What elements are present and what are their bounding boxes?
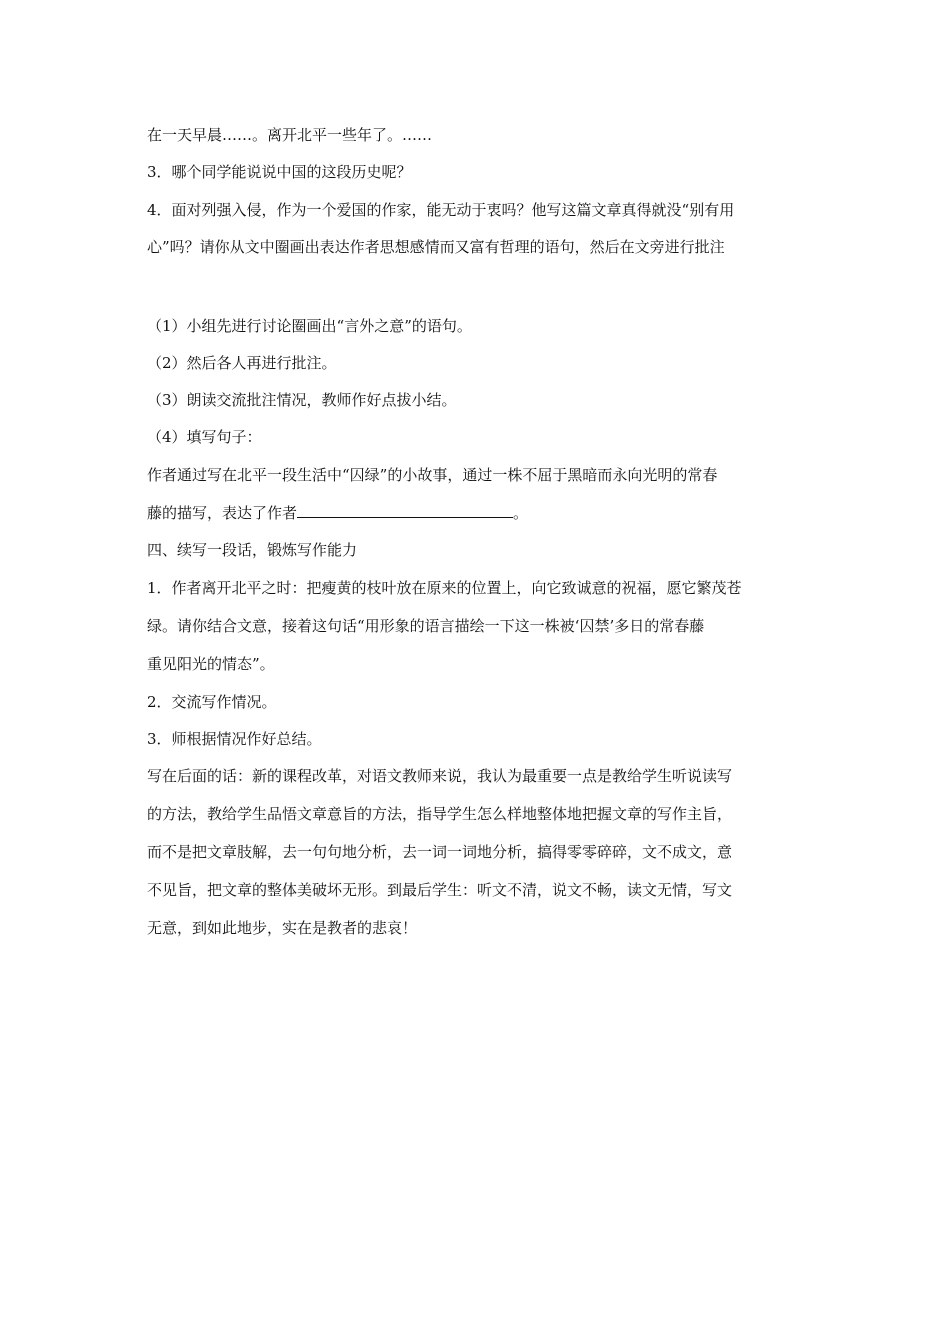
step-4: （4）填写句子： <box>147 428 262 446</box>
text-line: 在一天早晨……。离开北平一些年了。…… <box>147 126 433 144</box>
fill-sentence-blank-line <box>147 503 817 523</box>
step-3: （3）朗读交流批注情况，教师作好点拔小结。 <box>147 391 457 409</box>
afterword-line: 写在后面的话：新的课程改革，对语文教师来说，我认为最重要一点是教给学生听说读写 <box>147 767 733 785</box>
question-4-continued: 心”吗？请你从文中圈画出表达作者思想感情而又富有哲理的语句，然后在文旁进行批注 <box>147 238 725 256</box>
afterword-line: 的方法，教给学生品悟文章意旨的方法，指导学生怎么样地整体地把握文章的写作主旨， <box>147 805 733 823</box>
item-2: 2．交流写作情况。 <box>147 693 277 711</box>
item-3: 3．师根据情况作好总结。 <box>147 730 322 748</box>
afterword-line: 无意，到如此地步，实在是教者的悲哀！ <box>147 919 418 937</box>
item-1-continued: 绿。请你结合文意，接着这句话“用形象的语言描绘一下这一株被‘囚禁’多日的常春藤 <box>147 617 705 635</box>
afterword-line: 不见旨，把文章的整体美破坏无形。到最后学生：听文不清，说文不畅，读文无情，写文 <box>147 881 733 899</box>
fill-in-blank[interactable] <box>297 503 513 518</box>
step-1: （1）小组先进行讨论圈画出“言外之意”的语句。 <box>147 317 472 335</box>
fill-sentence-line: 作者通过写在北平一段生活中“囚绿”的小故事，通过一株不屈于黑暗而永向光明的常春 <box>147 466 718 484</box>
afterword-line: 而不是把文章肢解，去一句句地分析，去一词一词地分析，搞得零零碎碎，文不成文，意 <box>147 843 733 861</box>
fill-sentence-text: 藤的描写，表达了作者 <box>147 504 298 522</box>
step-2: （2）然后各人再进行批注。 <box>147 354 337 372</box>
question-4: 4．面对列强入侵，作为一个爱国的作家，能无动于衷吗？他写这篇文章真得就没“别有用 <box>147 201 735 219</box>
section-heading: 四、续写一段话，锻炼写作能力 <box>147 541 358 559</box>
question-3: 3．哪个同学能说说中国的这段历史呢？ <box>147 163 412 181</box>
item-1-end: 重见阳光的情态”。 <box>147 655 275 673</box>
fill-sentence-end: 。 <box>513 504 529 522</box>
item-1: 1．作者离开北平之时：把瘦黄的枝叶放在原来的位置上，向它致诚意的祝福，愿它繁茂苍 <box>147 579 742 597</box>
